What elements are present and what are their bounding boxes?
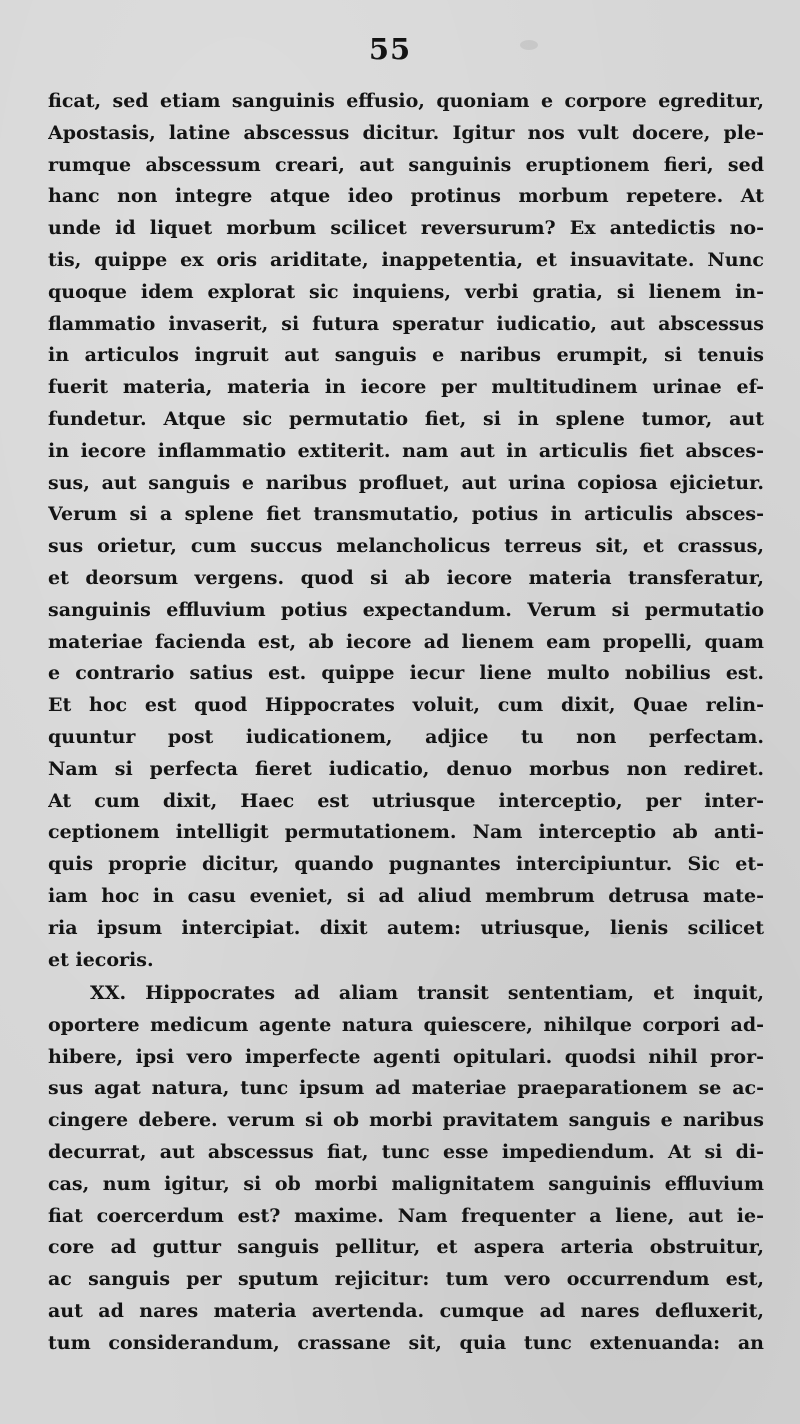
text-line: in articulos ingruit aut sanguis e naribus erumpit, si tenuis <box>48 344 764 367</box>
text-line: quis proprie dicitur, quando pugnantes intercipiuntur. Sic et- <box>48 853 764 876</box>
text-line: Verum si a splene fiet transmutatio, potius in articulis absces- <box>48 503 764 526</box>
text-line: et deorsum vergens. quod si ab iecore materia transferatur, <box>48 566 764 589</box>
text-line: XX. Hippocrates ad aliam transit sententiam, et inquit, <box>90 982 764 1004</box>
text-line: tum considerandum, crassane sit, quia tunc extenuanda: an <box>48 1331 764 1354</box>
text-line: hibere, ipsi vero imperfecte agenti opitulari. quodsi nihil pror- <box>48 1045 764 1068</box>
text-line: quuntur post iudicationem, adjice tu non perfectam. <box>48 725 764 748</box>
text-line: cingere debere. verum si ob morbi pravitatem sanguis e naribus <box>48 1109 764 1132</box>
paragraph-1 <box>48 86 764 976</box>
text-line: fundetur. Atque sic permutatio fiet, si in splene tumor, aut <box>48 407 764 430</box>
text-line: oportere medicum agente natura quiescere, nihilque corpori ad- <box>48 1013 764 1036</box>
text-line: fuerit materia, materia in iecore per multitudinem urinae ef- <box>48 376 764 399</box>
text-line: aut ad nares materia avertenda. cumque ad nares defluxerit, <box>48 1299 764 1322</box>
text-line: e contrario satius est. quippe iecur liene multo nobilius est. <box>48 662 764 685</box>
text-line: ac sanguis per sputum rejicitur: tum vero occurrendum est, <box>48 1268 764 1291</box>
text-line: et iecoris. <box>48 948 154 971</box>
text-line: sus agat natura, tunc ipsum ad materiae praeparationem se ac- <box>48 1077 764 1100</box>
text-line: At cum dixit, Haec est utriusque interceptio, per inter- <box>48 789 764 812</box>
text-line: ficat, sed etiam sanguinis effusio, quoniam e corpore egreditur, <box>48 90 764 112</box>
text-line: iam hoc in casu eveniet, si ad aliud membrum detrusa mate- <box>48 884 764 907</box>
text-line: decurrat, aut abscessus fiat, tunc esse impediendum. At si di- <box>48 1140 764 1163</box>
text-line: Nam si perfecta fieret iudicatio, denuo morbus non rediret. <box>48 757 764 780</box>
text-line: Apostasis, latine abscessus dicitur. Igitur nos vult docere, ple- <box>48 121 764 144</box>
paragraph-2 <box>48 978 764 1360</box>
page-number: 55 <box>368 32 412 66</box>
text-line: cas, num igitur, si ob morbi malignitatem sanguinis effluvium <box>48 1172 764 1195</box>
text-line: hanc non integre atque ideo protinus morbum repetere. At <box>48 185 764 208</box>
text-line: sanguinis effluvium potius expectandum. Verum si permutatio <box>48 598 764 621</box>
text-line: Et hoc est quod Hippocrates voluit, cum dixit, Quae relin- <box>48 694 764 717</box>
text-line: unde id liquet morbum scilicet reversurum? Ex antedictis no- <box>48 217 764 240</box>
text-line: sus orietur, cum succus melancholicus terreus sit, et crassus, <box>48 535 764 558</box>
text-line: fiat coercerdum est? maxime. Nam frequenter a liene, aut ie- <box>48 1204 764 1227</box>
text-line: ceptionem intelligit permutationem. Nam interceptio ab anti- <box>48 821 764 844</box>
text-line: core ad guttur sanguis pellitur, et aspera arteria obstruitur, <box>48 1236 764 1259</box>
text-line: materiae facienda est, ab iecore ad lienem eam propelli, quam <box>48 630 764 653</box>
text-line: ria ipsum intercipiat. dixit autem: utriusque, lienis scilicet <box>48 916 764 939</box>
text-line: sus, aut sanguis e naribus profluet, aut urina copiosa ejicietur. <box>48 471 764 494</box>
text-line: rumque abscessum creari, aut sanguinis eruptionem fieri, sed <box>48 153 764 176</box>
text-line: flammatio invaserit, si futura speratur iudicatio, aut abscessus <box>48 312 764 335</box>
text-line: quoque idem explorat sic inquiens, verbi gratia, si lienem in- <box>48 280 764 303</box>
text-line: tis, quippe ex oris ariditate, inappetentia, et insuavitate. Nunc <box>48 248 764 271</box>
text-line: in iecore inflammatio extiterit. nam aut in articulis fiet absces- <box>48 439 764 462</box>
